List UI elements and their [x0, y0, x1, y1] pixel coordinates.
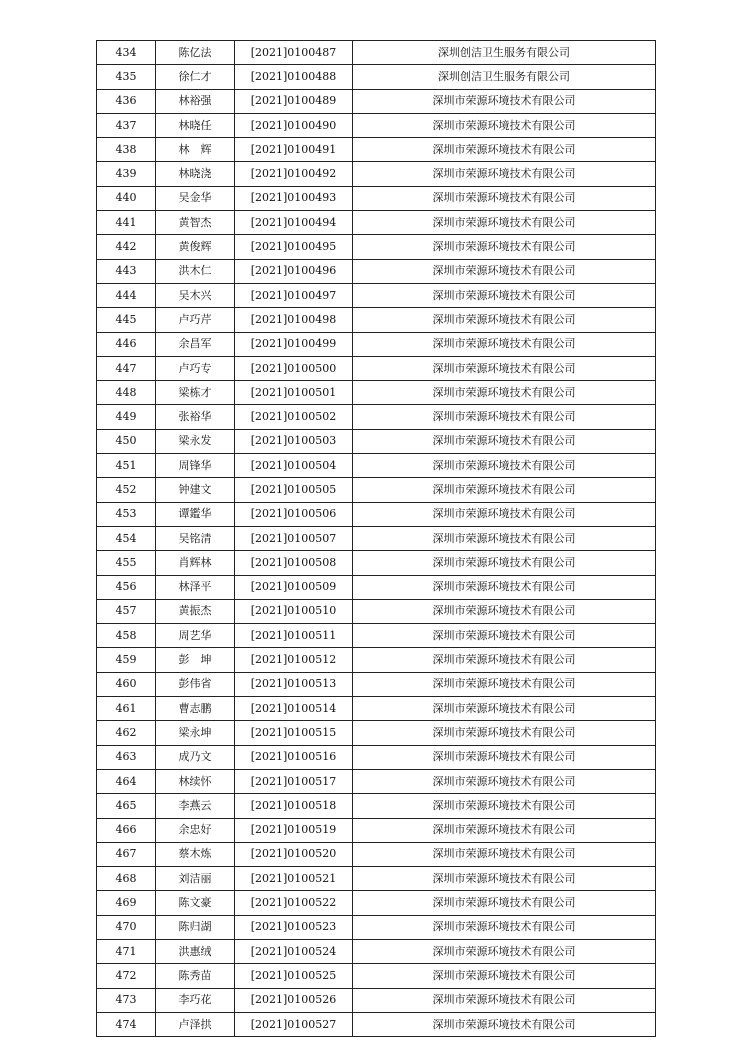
person-name-cell: 洪木仁 [156, 259, 235, 283]
company-name-cell: 深圳市荣源环境技术有限公司 [353, 162, 656, 186]
row-number-cell: 466 [97, 818, 156, 842]
company-name-cell: 深圳市荣源环境技术有限公司 [353, 672, 656, 696]
table-row [97, 697, 656, 721]
certificate-number-cell: [2021]0100527 [235, 1012, 353, 1036]
person-name-cell: 黄智杰 [156, 211, 235, 235]
certificate-number-cell: [2021]0100503 [235, 429, 353, 453]
company-name-cell: 深圳市荣源环境技术有限公司 [353, 138, 656, 162]
row-number-cell: 465 [97, 794, 156, 818]
person-name-cell: 林晓浇 [156, 162, 235, 186]
table-row [97, 332, 656, 356]
row-number-cell: 454 [97, 526, 156, 550]
person-name-cell: 钟建文 [156, 478, 235, 502]
row-number-cell: 474 [97, 1012, 156, 1036]
company-name-cell: 深圳市荣源环境技术有限公司 [353, 429, 656, 453]
row-number-cell: 444 [97, 283, 156, 307]
certificate-number-cell: [2021]0100522 [235, 891, 353, 915]
row-number-cell: 451 [97, 454, 156, 478]
person-name-cell: 林晓任 [156, 113, 235, 137]
table-row [97, 672, 656, 696]
table-row [97, 308, 656, 332]
row-number-cell: 446 [97, 332, 156, 356]
row-number-cell: 458 [97, 624, 156, 648]
company-name-cell: 深圳市荣源环境技术有限公司 [353, 1012, 656, 1036]
certificate-number-cell: [2021]0100525 [235, 964, 353, 988]
company-name-cell: 深圳市荣源环境技术有限公司 [353, 794, 656, 818]
company-name-cell: 深圳市荣源环境技术有限公司 [353, 308, 656, 332]
certificate-number-cell: [2021]0100508 [235, 551, 353, 575]
table-row [97, 575, 656, 599]
company-name-cell: 深圳市荣源环境技术有限公司 [353, 211, 656, 235]
row-number-cell: 442 [97, 235, 156, 259]
company-name-cell: 深圳市荣源环境技术有限公司 [353, 939, 656, 963]
person-name-cell: 林 辉 [156, 138, 235, 162]
table-row [97, 818, 656, 842]
row-number-cell: 443 [97, 259, 156, 283]
person-name-cell: 蔡木炼 [156, 842, 235, 866]
person-name-cell: 成乃文 [156, 745, 235, 769]
row-number-cell: 439 [97, 162, 156, 186]
certificate-number-cell: [2021]0100526 [235, 988, 353, 1012]
company-name-cell: 深圳市荣源环境技术有限公司 [353, 891, 656, 915]
table-row [97, 211, 656, 235]
row-number-cell: 459 [97, 648, 156, 672]
table-row [97, 745, 656, 769]
company-name-cell: 深圳市荣源环境技术有限公司 [353, 551, 656, 575]
certificate-number-cell: [2021]0100518 [235, 794, 353, 818]
table-row [97, 939, 656, 963]
company-name-cell: 深圳市荣源环境技术有限公司 [353, 842, 656, 866]
company-name-cell: 深圳市荣源环境技术有限公司 [353, 502, 656, 526]
certificate-number-cell: [2021]0100505 [235, 478, 353, 502]
table-row [97, 405, 656, 429]
certificate-number-cell: [2021]0100506 [235, 502, 353, 526]
row-number-cell: 467 [97, 842, 156, 866]
company-name-cell: 深圳市荣源环境技术有限公司 [353, 915, 656, 939]
certificate-number-cell: [2021]0100517 [235, 769, 353, 793]
certificate-number-cell: [2021]0100524 [235, 939, 353, 963]
row-number-cell: 450 [97, 429, 156, 453]
certificate-number-cell: [2021]0100516 [235, 745, 353, 769]
person-name-cell: 徐仁才 [156, 65, 235, 89]
table-row [97, 65, 656, 89]
person-name-cell: 林泽平 [156, 575, 235, 599]
person-name-cell: 吴金华 [156, 186, 235, 210]
company-name-cell: 深圳市荣源环境技术有限公司 [353, 721, 656, 745]
person-name-cell: 洪惠绒 [156, 939, 235, 963]
certificate-roster-table [96, 40, 656, 1037]
certificate-number-cell: [2021]0100521 [235, 867, 353, 891]
row-number-cell: 452 [97, 478, 156, 502]
person-name-cell: 彭伟省 [156, 672, 235, 696]
certificate-number-cell: [2021]0100489 [235, 89, 353, 113]
table-row [97, 648, 656, 672]
company-name-cell: 深圳市荣源环境技术有限公司 [353, 381, 656, 405]
table-row [97, 624, 656, 648]
company-name-cell: 深圳市荣源环境技术有限公司 [353, 648, 656, 672]
certificate-number-cell: [2021]0100493 [235, 186, 353, 210]
certificate-number-cell: [2021]0100515 [235, 721, 353, 745]
person-name-cell: 周锋华 [156, 454, 235, 478]
table-row [97, 41, 656, 65]
row-number-cell: 434 [97, 41, 156, 65]
company-name-cell: 深圳市荣源环境技术有限公司 [353, 89, 656, 113]
person-name-cell: 刘洁丽 [156, 867, 235, 891]
row-number-cell: 456 [97, 575, 156, 599]
person-name-cell: 卢巧芹 [156, 308, 235, 332]
row-number-cell: 462 [97, 721, 156, 745]
company-name-cell: 深圳创洁卫生服务有限公司 [353, 41, 656, 65]
company-name-cell: 深圳市荣源环境技术有限公司 [353, 478, 656, 502]
table-row [97, 964, 656, 988]
row-number-cell: 438 [97, 138, 156, 162]
person-name-cell: 黄振杰 [156, 599, 235, 623]
row-number-cell: 470 [97, 915, 156, 939]
row-number-cell: 471 [97, 939, 156, 963]
certificate-number-cell: [2021]0100507 [235, 526, 353, 550]
row-number-cell: 460 [97, 672, 156, 696]
table-row [97, 842, 656, 866]
certificate-number-cell: [2021]0100511 [235, 624, 353, 648]
row-number-cell: 453 [97, 502, 156, 526]
person-name-cell: 陈秀苗 [156, 964, 235, 988]
certificate-number-cell: [2021]0100509 [235, 575, 353, 599]
row-number-cell: 455 [97, 551, 156, 575]
person-name-cell: 卢泽拱 [156, 1012, 235, 1036]
table-row [97, 794, 656, 818]
table-row [97, 454, 656, 478]
person-name-cell: 林续怀 [156, 769, 235, 793]
person-name-cell: 卢巧专 [156, 356, 235, 380]
certificate-number-cell: [2021]0100514 [235, 697, 353, 721]
certificate-number-cell: [2021]0100512 [235, 648, 353, 672]
table-row [97, 891, 656, 915]
certificate-number-cell: [2021]0100513 [235, 672, 353, 696]
row-number-cell: 469 [97, 891, 156, 915]
table-row [97, 1012, 656, 1036]
row-number-cell: 463 [97, 745, 156, 769]
certificate-number-cell: [2021]0100487 [235, 41, 353, 65]
company-name-cell: 深圳市荣源环境技术有限公司 [353, 235, 656, 259]
company-name-cell: 深圳市荣源环境技术有限公司 [353, 454, 656, 478]
table-row [97, 113, 656, 137]
person-name-cell: 肖辉林 [156, 551, 235, 575]
certificate-number-cell: [2021]0100523 [235, 915, 353, 939]
company-name-cell: 深圳市荣源环境技术有限公司 [353, 526, 656, 550]
table-row [97, 599, 656, 623]
company-name-cell: 深圳市荣源环境技术有限公司 [353, 867, 656, 891]
person-name-cell: 梁永发 [156, 429, 235, 453]
company-name-cell: 深圳市荣源环境技术有限公司 [353, 599, 656, 623]
company-name-cell: 深圳市荣源环境技术有限公司 [353, 405, 656, 429]
certificate-number-cell: [2021]0100501 [235, 381, 353, 405]
company-name-cell: 深圳市荣源环境技术有限公司 [353, 259, 656, 283]
table-row [97, 769, 656, 793]
row-number-cell: 461 [97, 697, 156, 721]
row-number-cell: 457 [97, 599, 156, 623]
table-row [97, 502, 656, 526]
table-row [97, 721, 656, 745]
table-row [97, 551, 656, 575]
certificate-number-cell: [2021]0100495 [235, 235, 353, 259]
table-row [97, 381, 656, 405]
row-number-cell: 445 [97, 308, 156, 332]
certificate-number-cell: [2021]0100504 [235, 454, 353, 478]
table-row [97, 356, 656, 380]
company-name-cell: 深圳市荣源环境技术有限公司 [353, 745, 656, 769]
person-name-cell: 李巧花 [156, 988, 235, 1012]
certificate-number-cell: [2021]0100492 [235, 162, 353, 186]
row-number-cell: 440 [97, 186, 156, 210]
company-name-cell: 深圳市荣源环境技术有限公司 [353, 964, 656, 988]
person-name-cell: 谭鑑华 [156, 502, 235, 526]
row-number-cell: 464 [97, 769, 156, 793]
row-number-cell: 437 [97, 113, 156, 137]
person-name-cell: 吴铭清 [156, 526, 235, 550]
roster-table-body [97, 41, 656, 1037]
company-name-cell: 深圳市荣源环境技术有限公司 [353, 575, 656, 599]
certificate-number-cell: [2021]0100502 [235, 405, 353, 429]
person-name-cell: 黄俊辉 [156, 235, 235, 259]
table-row [97, 259, 656, 283]
company-name-cell: 深圳创洁卫生服务有限公司 [353, 65, 656, 89]
certificate-number-cell: [2021]0100498 [235, 308, 353, 332]
certificate-number-cell: [2021]0100520 [235, 842, 353, 866]
row-number-cell: 468 [97, 867, 156, 891]
certificate-number-cell: [2021]0100496 [235, 259, 353, 283]
certificate-number-cell: [2021]0100519 [235, 818, 353, 842]
person-name-cell: 彭 坤 [156, 648, 235, 672]
person-name-cell: 陈归湖 [156, 915, 235, 939]
person-name-cell: 曹志鹏 [156, 697, 235, 721]
certificate-number-cell: [2021]0100491 [235, 138, 353, 162]
row-number-cell: 448 [97, 381, 156, 405]
table-row [97, 235, 656, 259]
row-number-cell: 447 [97, 356, 156, 380]
table-row [97, 186, 656, 210]
person-name-cell: 李燕云 [156, 794, 235, 818]
person-name-cell: 陈文豪 [156, 891, 235, 915]
person-name-cell: 张裕华 [156, 405, 235, 429]
person-name-cell: 梁栋才 [156, 381, 235, 405]
row-number-cell: 436 [97, 89, 156, 113]
table-row [97, 915, 656, 939]
table-row [97, 429, 656, 453]
person-name-cell: 梁永坤 [156, 721, 235, 745]
person-name-cell: 余昌军 [156, 332, 235, 356]
company-name-cell: 深圳市荣源环境技术有限公司 [353, 186, 656, 210]
table-row [97, 478, 656, 502]
row-number-cell: 473 [97, 988, 156, 1012]
table-row [97, 526, 656, 550]
table-row [97, 162, 656, 186]
row-number-cell: 441 [97, 211, 156, 235]
company-name-cell: 深圳市荣源环境技术有限公司 [353, 356, 656, 380]
certificate-number-cell: [2021]0100490 [235, 113, 353, 137]
company-name-cell: 深圳市荣源环境技术有限公司 [353, 283, 656, 307]
table-row [97, 988, 656, 1012]
person-name-cell: 周艺华 [156, 624, 235, 648]
person-name-cell: 林裕强 [156, 89, 235, 113]
certificate-number-cell: [2021]0100494 [235, 211, 353, 235]
row-number-cell: 472 [97, 964, 156, 988]
certificate-number-cell: [2021]0100510 [235, 599, 353, 623]
company-name-cell: 深圳市荣源环境技术有限公司 [353, 332, 656, 356]
company-name-cell: 深圳市荣源环境技术有限公司 [353, 988, 656, 1012]
row-number-cell: 449 [97, 405, 156, 429]
table-row [97, 138, 656, 162]
certificate-number-cell: [2021]0100499 [235, 332, 353, 356]
company-name-cell: 深圳市荣源环境技术有限公司 [353, 113, 656, 137]
table-row [97, 283, 656, 307]
certificate-number-cell: [2021]0100500 [235, 356, 353, 380]
company-name-cell: 深圳市荣源环境技术有限公司 [353, 624, 656, 648]
person-name-cell: 吴木兴 [156, 283, 235, 307]
person-name-cell: 余忠好 [156, 818, 235, 842]
person-name-cell: 陈亿法 [156, 41, 235, 65]
company-name-cell: 深圳市荣源环境技术有限公司 [353, 697, 656, 721]
table-row [97, 867, 656, 891]
certificate-number-cell: [2021]0100488 [235, 65, 353, 89]
company-name-cell: 深圳市荣源环境技术有限公司 [353, 818, 656, 842]
company-name-cell: 深圳市荣源环境技术有限公司 [353, 769, 656, 793]
table-row [97, 89, 656, 113]
certificate-number-cell: [2021]0100497 [235, 283, 353, 307]
row-number-cell: 435 [97, 65, 156, 89]
